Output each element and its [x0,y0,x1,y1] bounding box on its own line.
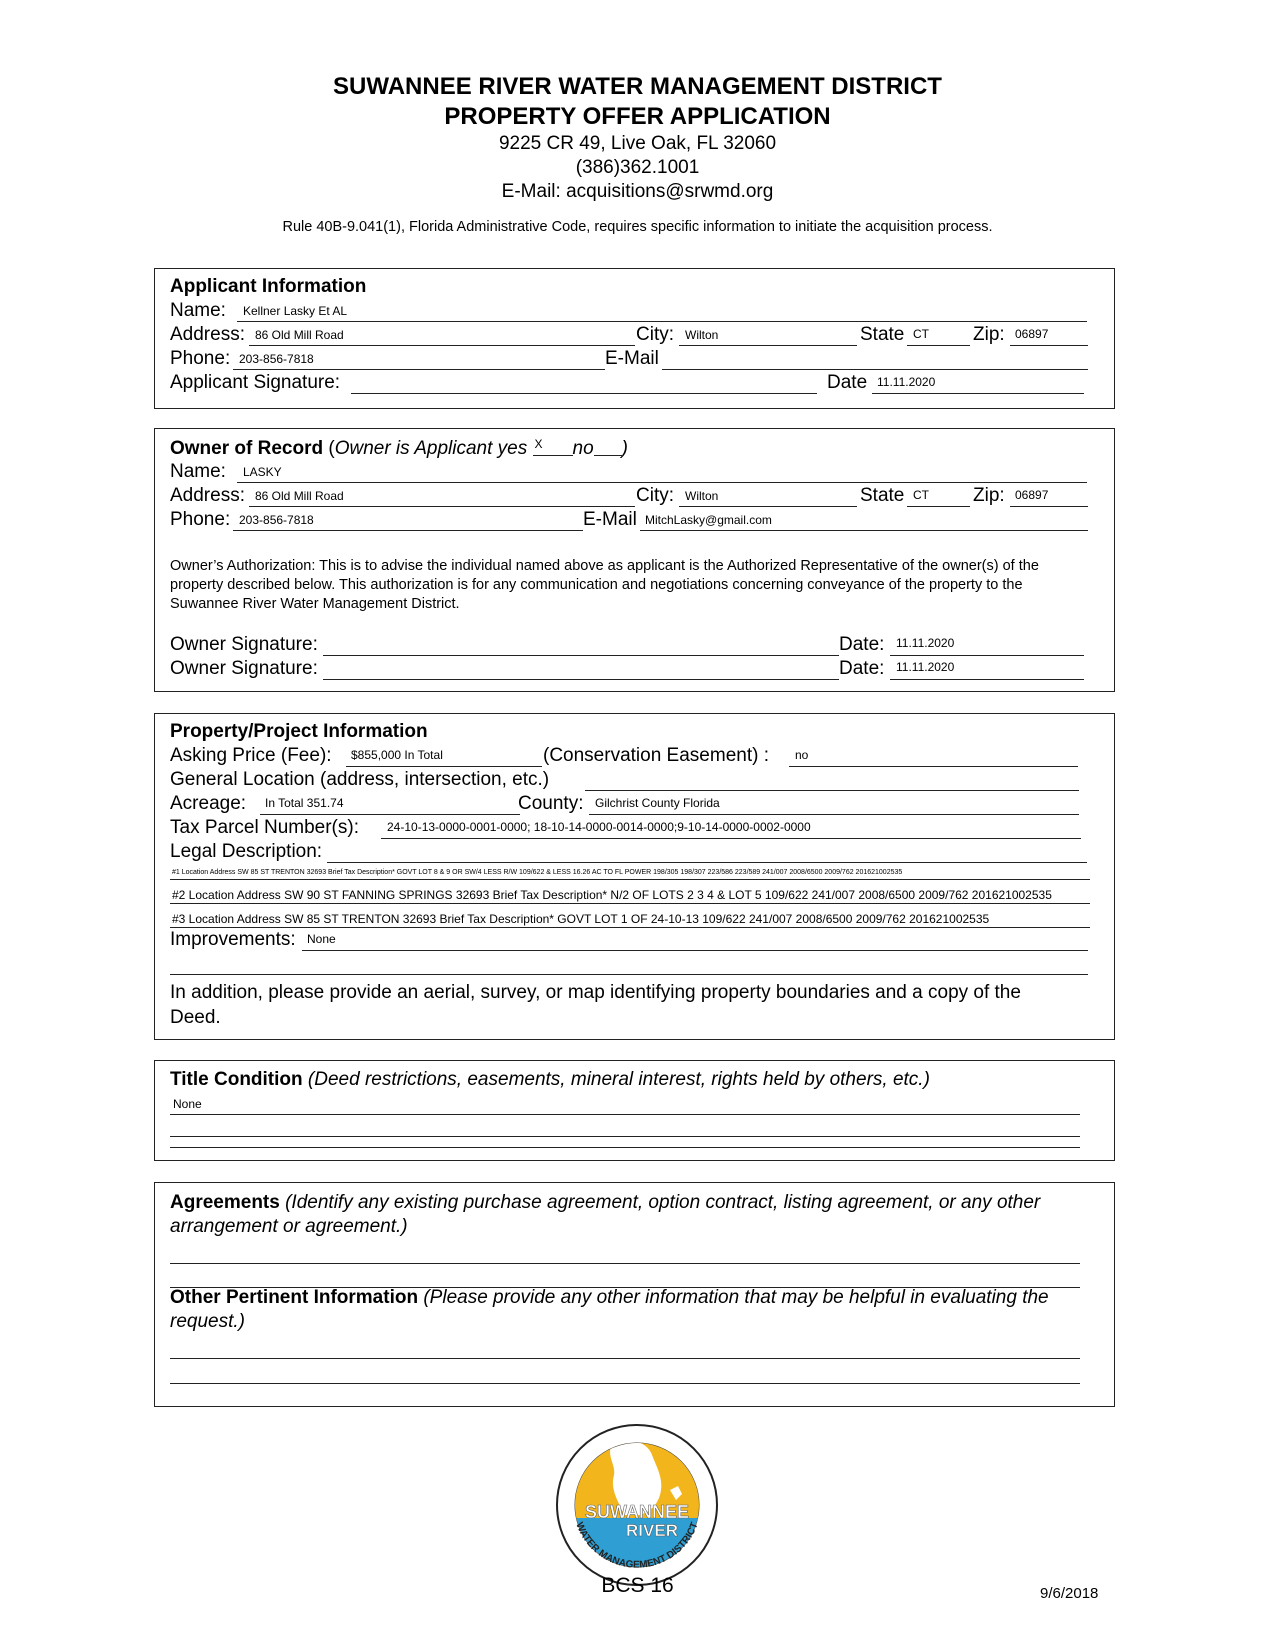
applicant-signature-line[interactable] [351,393,817,394]
owner-section [154,428,1115,692]
owner-address-label: Address: [170,485,245,506]
other-info-line-1[interactable] [170,1358,1080,1359]
applicant-heading: Applicant Information [170,276,367,297]
agreements-line-1[interactable] [170,1263,1080,1264]
logo-text-bottom: RIVER [626,1521,678,1540]
title-line-2[interactable] [170,1136,1080,1137]
owner-name-value[interactable]: LASKY [243,465,282,479]
owner-is-applicant-label: Owner is Applicant yes [334,438,528,459]
owner-date-1-value[interactable]: 11.11.2020 [896,636,955,650]
owner-state-label: State [860,485,905,506]
owner-zip-line[interactable] [1010,506,1088,507]
agreements-text [170,1191,1070,1239]
property-heading: Property/Project Information [170,721,428,742]
title-heading-row [170,1069,930,1091]
owner-email-label: E-Mail [583,509,637,530]
owner-phone-line[interactable] [233,530,583,531]
owner-email-value[interactable]: MitchLasky@gmail.com [645,513,772,527]
improvements-line-2[interactable] [170,974,1088,975]
applicant-date-value[interactable]: 11.11.2020 [877,375,936,389]
applicant-zip-value[interactable]: 06897 [1015,327,1049,341]
other-info-heading: Other Pertinent Information [170,1287,419,1308]
title-value[interactable]: None [173,1097,202,1111]
owner-yes-line[interactable] [533,437,573,456]
acreage-value[interactable]: In Total 351.74 [265,796,344,810]
tax-parcel-label: Tax Parcel Number(s): [170,817,359,838]
applicant-city-value[interactable]: Wilton [685,328,719,342]
legal-3-line [170,927,1090,928]
owner-heading-row [170,437,628,460]
acreage-line[interactable] [260,814,520,815]
easement-label: (Conservation Easement) : [543,745,769,766]
rule-note: Rule 40B-9.041(1), Florida Administrative Code, requires specific information to initiate the acquisition process. [282,219,993,235]
county-label: County: [518,793,584,814]
improvements-value[interactable]: None [307,932,336,946]
owner-authorization-text: Owner’s Authorization: This is to advise the individual named above as applicant is the Authorized Representative of the owner(s) of the property described below. This authorization is for any communication and negotiations concerning conveyance of the property to the Suwannee River Water Management District. [170,558,1039,612]
tax-parcel-line[interactable] [381,838,1081,839]
owner-heading: Owner of Record [170,438,324,459]
applicant-date-label: Date [827,372,868,393]
owner-date-2-label: Date: [839,658,885,679]
asking-price-label: Asking Price (Fee): [170,745,332,766]
county-line[interactable] [589,814,1079,815]
title-heading: Title Condition [170,1069,303,1090]
district-logo-graphic [552,1420,722,1590]
property-note: In addition, please provide an aerial, survey, or map identifying property boundaries and a copy of the Deed. [170,982,1021,1028]
owner-city-line[interactable] [679,506,857,507]
asking-price-line[interactable] [346,766,542,767]
owner-no-label: no [572,438,594,459]
owner-date-2-value[interactable]: 11.11.2020 [896,660,955,674]
applicant-name-label: Name: [170,300,226,321]
owner-zip-value[interactable]: 06897 [1015,488,1049,502]
owner-date-1-label: Date: [839,634,885,655]
applicant-city-label: City: [636,324,674,345]
legal-description-label: Legal Description: [170,841,323,862]
general-location-line[interactable] [585,790,1079,791]
owner-paren-open: ( [328,438,335,459]
owner-name-label: Name: [170,461,226,482]
agreements-hint: (Identify any existing purchase agreement, option contract, listing agreement, or any other arrangement or agreement.) [170,1192,1041,1237]
improvements-label: Improvements: [170,929,296,950]
district-address: 9225 CR 49, Live Oak, FL 32060 [498,133,777,154]
owner-state-line[interactable] [907,506,970,507]
agreements-section [154,1182,1115,1407]
owner-signature-2-label: Owner Signature: [170,658,318,679]
form-code: BCS 16 [601,1574,674,1597]
logo-text-top: SUWANNEE [584,1502,690,1522]
owner-paren-close: ) [621,438,628,459]
applicant-date-line[interactable] [872,393,1084,394]
improvements-line[interactable] [302,950,1088,951]
legal-2-line [170,903,1090,904]
owner-date-2-line[interactable] [890,679,1084,680]
applicant-city-line[interactable] [679,345,857,346]
applicant-phone-value[interactable]: 203-856-7818 [239,352,314,366]
owner-state-value[interactable]: CT [913,488,929,502]
owner-yes-mark: X [534,437,543,451]
applicant-email-line[interactable] [662,369,1088,370]
other-info-text [170,1286,1080,1334]
county-value[interactable]: Gilchrist County Florida [595,796,720,810]
easement-value[interactable]: no [795,748,809,762]
applicant-name-line[interactable] [237,321,1087,322]
owner-address-line[interactable] [249,506,635,507]
legal-description-3[interactable]: #3 Location Address SW 85 ST TRENTON 32693 Brief Tax Description* GOVT LOT 1 OF 24-10-13 109/622 241/007 2008/6500 2009/762 201621002535 [172,912,990,926]
title-line-3[interactable] [170,1147,1080,1148]
title-hint: (Deed restrictions, easements, mineral interest, rights held by others, etc.) [307,1069,930,1090]
applicant-phone-line[interactable] [233,369,605,370]
owner-signature-2-line[interactable] [323,679,839,680]
owner-no-line[interactable] [594,437,622,456]
agreements-heading: Agreements [170,1192,280,1213]
easement-line[interactable] [789,766,1078,767]
applicant-signature-label: Applicant Signature: [170,372,341,393]
applicant-name-value[interactable]: Kellner Lasky Et AL [243,304,348,318]
owner-phone-value[interactable]: 203-856-7818 [239,513,314,527]
acreage-label: Acreage: [170,793,247,814]
legal-1-line [170,879,1090,880]
district-logo [552,1420,722,1590]
applicant-email-label: E-Mail [605,348,659,369]
owner-address-value[interactable]: 86 Old Mill Road [255,489,344,503]
title-section [154,1060,1115,1161]
district-email: E-Mail: acquisitions@srwmd.org [501,181,774,202]
owner-city-label: City: [636,485,674,506]
revision-date: 9/6/2018 [1040,1585,1099,1602]
owner-signature-1-label: Owner Signature: [170,634,318,655]
owner-date-1-line[interactable] [890,655,1084,656]
property-section [154,713,1115,1040]
form-title: PROPERTY OFFER APPLICATION [444,103,831,130]
logo-ring-path: WATER MANAGEMENT DISTRICT [573,1520,701,1571]
owner-name-line[interactable] [237,482,1087,483]
legal-description-line[interactable] [327,862,1087,863]
tax-parcel-value[interactable]: 24-10-13-0000-0001-0000; 18-10-14-0000-0014-0000;9-10-14-0000-0002-0000 [387,820,811,834]
owner-signature-1-line[interactable] [323,655,839,656]
applicant-zip-label: Zip: [973,324,1005,345]
general-location-label: General Location (address, intersection, etc.) [170,769,550,790]
district-phone: (386)362.1001 [575,157,700,178]
title-line-1[interactable] [170,1114,1080,1115]
other-info-hint: (Please provide any other information that may be helpful in evaluating the request.) [170,1287,1049,1332]
applicant-phone-label: Phone: [170,348,231,369]
owner-city-value[interactable]: Wilton [685,489,719,503]
other-info-line-2[interactable] [170,1383,1080,1384]
applicant-state-label: State [860,324,905,345]
owner-email-line[interactable] [640,530,1088,531]
applicant-address-value[interactable]: 86 Old Mill Road [255,328,344,342]
asking-price-value[interactable]: $855,000 In Total [351,748,443,762]
applicant-address-label: Address: [170,324,245,345]
owner-zip-label: Zip: [973,485,1005,506]
applicant-address-line[interactable] [249,345,635,346]
applicant-state-line[interactable] [907,345,970,346]
legal-description-2[interactable]: #2 Location Address SW 90 ST FANNING SPRINGS 32693 Brief Tax Description* N/2 OF LOTS 2 3 4 & LOT 5 109/622 241/007 2008/6500 2009/762 201621002535 [172,888,1052,902]
applicant-state-value[interactable]: CT [913,327,929,341]
applicant-zip-line[interactable] [1010,345,1088,346]
legal-description-1[interactable]: #1 Location Address SW 85 ST TRENTON 32693 Brief Tax Description* GOVT LOT 8 & 9 OR SW/4 LESS R/W 109/622 & LESS 16.26 AC TO FL POWER 198/305 198/307 223/586 223/589 241/007 2008/6500 2009/762 201621002535 [172,869,903,876]
applicant-section [154,268,1115,409]
owner-phone-label: Phone: [170,509,231,530]
district-title: SUWANNEE RIVER WATER MANAGEMENT DISTRICT [333,73,942,100]
